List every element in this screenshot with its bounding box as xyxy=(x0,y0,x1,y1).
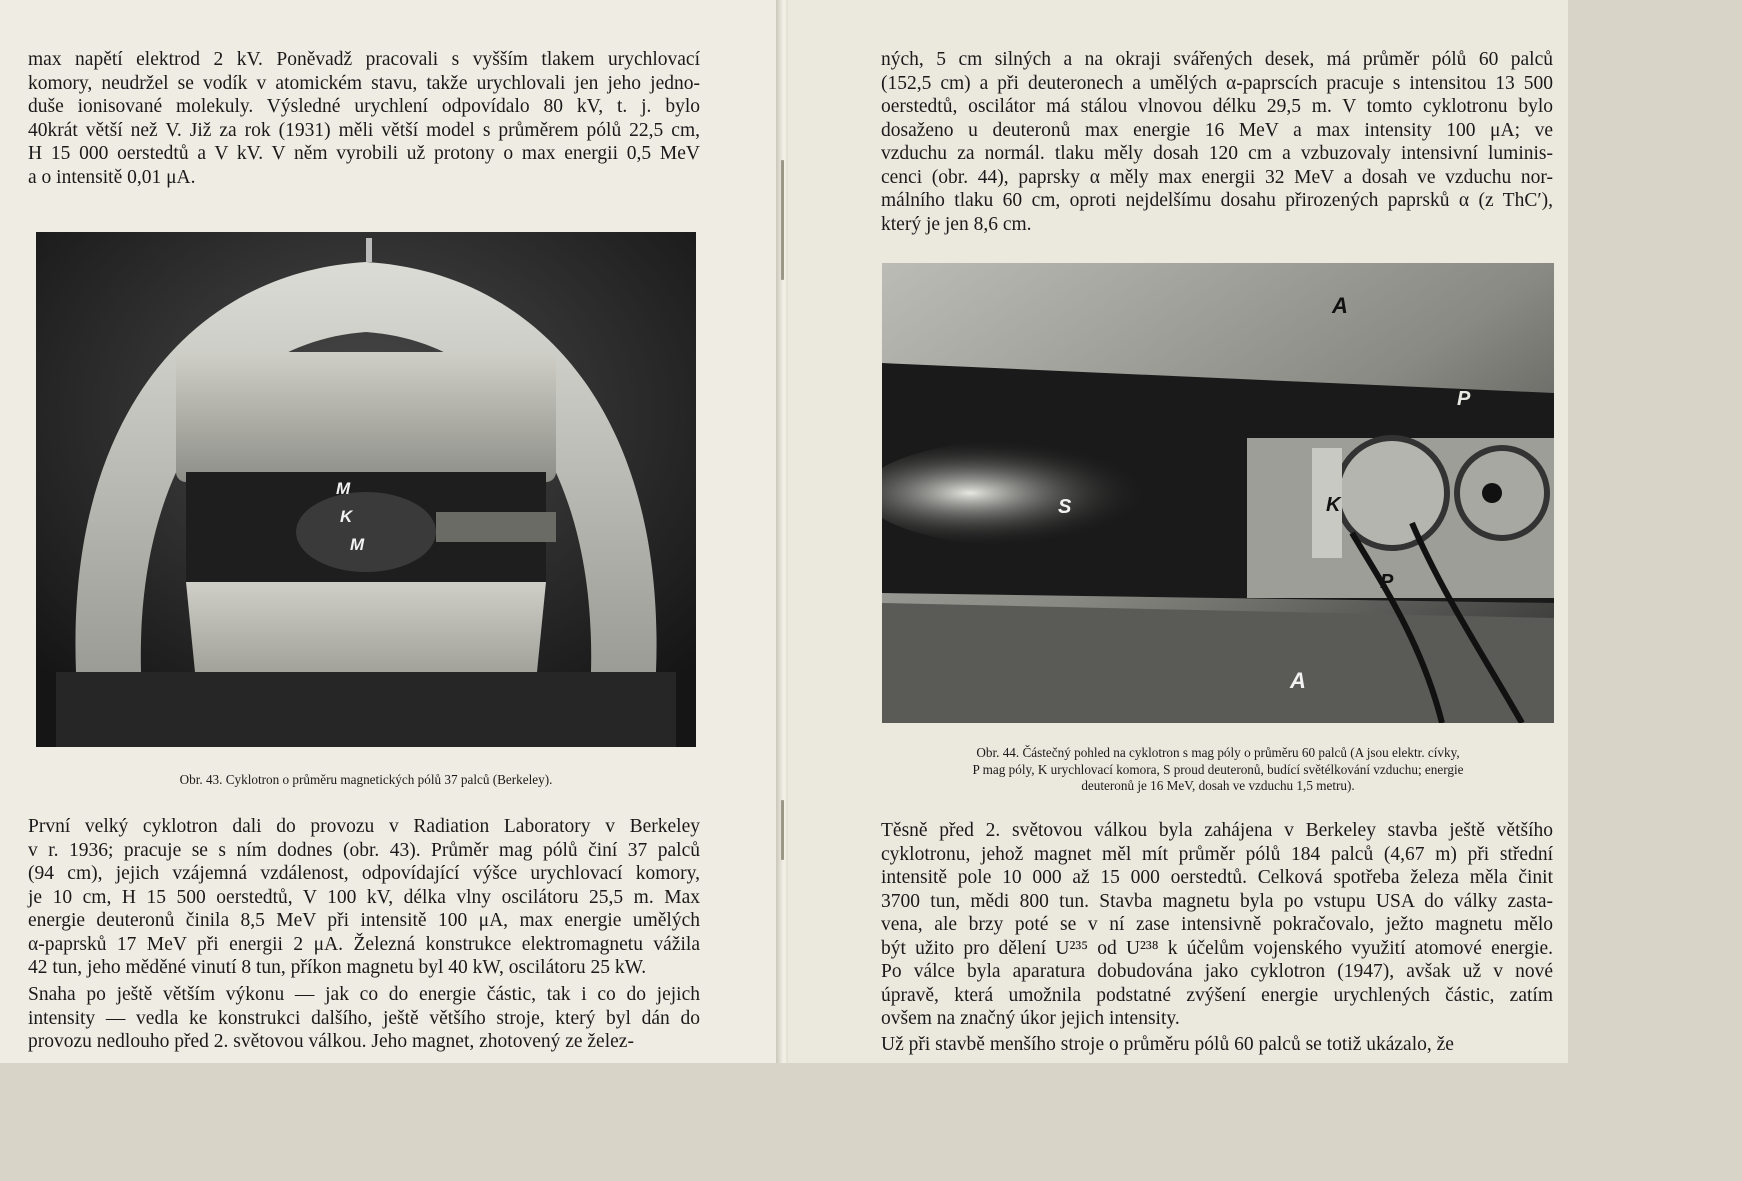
figure-44-label-p-bottom: P xyxy=(1380,571,1394,593)
figure-43-label-k: K xyxy=(340,507,353,526)
figure-43-label-m-bottom: M xyxy=(350,535,365,554)
right-bottom-paragraph xyxy=(881,819,1553,1031)
text-line: ovšem na značný úkor jejich intensity. xyxy=(881,1008,1180,1029)
text-line: (94 cm), jejich vzájemná vzdálenost, odpovídající výšce urychlovací komory, xyxy=(28,863,700,884)
figure-44-photo xyxy=(882,263,1554,723)
text-line: být užito pro dělení U²³⁵ od U²³⁸ k účelům vojenského využití atomové energie. xyxy=(881,937,1553,959)
figure-44-label-a-bottom: A xyxy=(1290,668,1306,693)
text-line: a o intensitě 0,01 μA. xyxy=(28,166,196,188)
text-line: 42 tun, jeho měděné vinutí 8 tun, příkon magnetu byl 40 kW, oscilátoru 25 kW. xyxy=(28,957,647,978)
figure-44-caption xyxy=(882,745,1554,795)
text-line: Obr. 44. Částečný pohled na cyklotron s mag póly o průměru 60 palců (A jsou elektr. cívky, xyxy=(976,745,1460,760)
figure-43-photo xyxy=(36,232,696,747)
text-line: intensitě pole 10 000 až 15 000 oerstedtů. Celková spotřeba železa měla činit xyxy=(881,867,1553,888)
text-line: Po válce byla aparatura dobudována jako cyklotron (1947), avšak už v nové xyxy=(881,961,1553,982)
text-line: α-paprsků 17 MeV při energii 2 μA. Železná konstrukce elektromagnetu vážila xyxy=(28,933,700,955)
text-line: duše ionisované molekuly. Výsledné urychlení odpovídalo 80 kV, t. j. bylo xyxy=(28,96,700,117)
binding-stitch-bottom xyxy=(781,800,784,860)
text-line: úpravě, která umožnila podstatné zvýšení energie urychlených částic, zatím xyxy=(881,984,1553,1006)
text-line: ných, 5 cm silných a na okraji svářených desek, má průměr pólů 60 palců xyxy=(881,49,1553,70)
left-page xyxy=(0,0,780,1063)
figure-43-label-m-top: M xyxy=(336,479,351,498)
figure-44-label-k: K xyxy=(1326,494,1341,516)
text-line: (152,5 cm) a při deuteronech a umělých α-paprscích pracuje s intensitou 13 500 xyxy=(881,72,1553,94)
text-line: Snaha po ještě větším výkonu — jak co do energie částic, tak i co do jejich xyxy=(28,984,700,1005)
right-last-paragraph xyxy=(881,1033,1553,1057)
figure-44-label-s: S xyxy=(1058,496,1072,518)
text-line: Těsně před 2. světovou válkou byla zahájena v Berkeley stavba ještě většího xyxy=(881,820,1553,841)
text-line: 40krát větší než V. Již za rok (1931) měli větší model s průměrem pólů 22,5 cm, xyxy=(28,119,700,141)
text-line: komory, neudržel se vodík v atomickém stavu, takže urychlovali jen jeho jedno- xyxy=(28,72,700,94)
left-last-paragraph xyxy=(28,983,700,1054)
figure-44-label-a-top: A xyxy=(1332,293,1348,318)
text-line: cyklotronu, jehož magnet měl mít průměr pólů 184 palců (4,67 m) při střední xyxy=(881,843,1553,865)
text-line: P mag póly, K urychlovací komora, S proud deuteronů, budící světélkování vzduchu; energie xyxy=(972,761,1464,777)
text-line: je 10 cm, H 15 500 oerstedtů, V 100 kV, délka vlny oscilátoru 25,5 m. Max xyxy=(28,886,700,908)
text-line: intensity — vedla ke konstrukci dalšího, ještě většího stroje, který byl dán do xyxy=(28,1007,700,1029)
left-top-paragraph xyxy=(28,48,700,189)
text-line: 3700 tun, mědi 800 tun. Stavba magnetu byla po vstupu USA do války zasta- xyxy=(881,890,1553,912)
text-line: První velký cyklotron dali do provozu v Radiation Laboratory v Berkeley xyxy=(28,816,700,837)
figure-43-caption: Obr. 43. Cyklotron o průměru magnetických pólů 37 palců (Berkeley). xyxy=(179,772,553,787)
text-line: vena, ale brzy poté se v ní zase intensivně pokračovalo, ježto magnetu mělo xyxy=(881,914,1553,935)
text-line: cenci (obr. 44), paprsky α měly max energii 32 MeV a dosah ve vzduchu nor- xyxy=(881,166,1553,188)
text-line: Už při stavbě menšího stroje o průměru pólů 60 palců se totiž ukázalo, že xyxy=(881,1034,1454,1055)
right-top-paragraph xyxy=(881,48,1553,236)
right-page xyxy=(788,0,1568,1063)
left-bottom-paragraph xyxy=(28,815,700,980)
text-line: vzduchu za normál. tlaku měly dosah 120 cm a vzbuzovaly intensivní luminis- xyxy=(881,143,1553,164)
text-line: málního tlaku 60 cm, oproti nejdelšímu dosahu přirozených paprsků α (z ThC′), xyxy=(881,190,1553,211)
text-line: dosaženo u deuteronů max energie 16 MeV a max intensity 100 μA; ve xyxy=(881,119,1553,141)
text-line: v r. 1936; pracuje se s ním dodnes (obr. 43). Průměr mag pólů činí 37 palců xyxy=(28,839,700,861)
text-line: který je jen 8,6 cm. xyxy=(881,213,1032,235)
binding-stitch-top xyxy=(781,160,784,280)
text-line: H 15 000 oerstedtů a V kV. V něm vyrobili už protony o max energii 0,5 MeV xyxy=(28,143,700,164)
text-line: deuteronů je 16 MeV, dosah ve vzduchu 1,5 metru). xyxy=(1081,778,1355,793)
text-line: provozu nedlouho před 2. světovou válkou. Jeho magnet, zhotovený ze želez- xyxy=(28,1031,634,1052)
text-line: energie deuteronů činila 8,5 MeV při intensitě 100 μA, max energie umělých xyxy=(28,910,700,931)
text-line: max napětí elektrod 2 kV. Poněvadž pracovali s vyšším tlakem urychlovací xyxy=(28,49,700,70)
figure-44-label-p-top: P xyxy=(1457,388,1471,410)
text-line: oerstedtů, oscilátor má stálou vlnovou délku 29,5 m. V tomto cyklotronu bylo xyxy=(881,96,1553,117)
